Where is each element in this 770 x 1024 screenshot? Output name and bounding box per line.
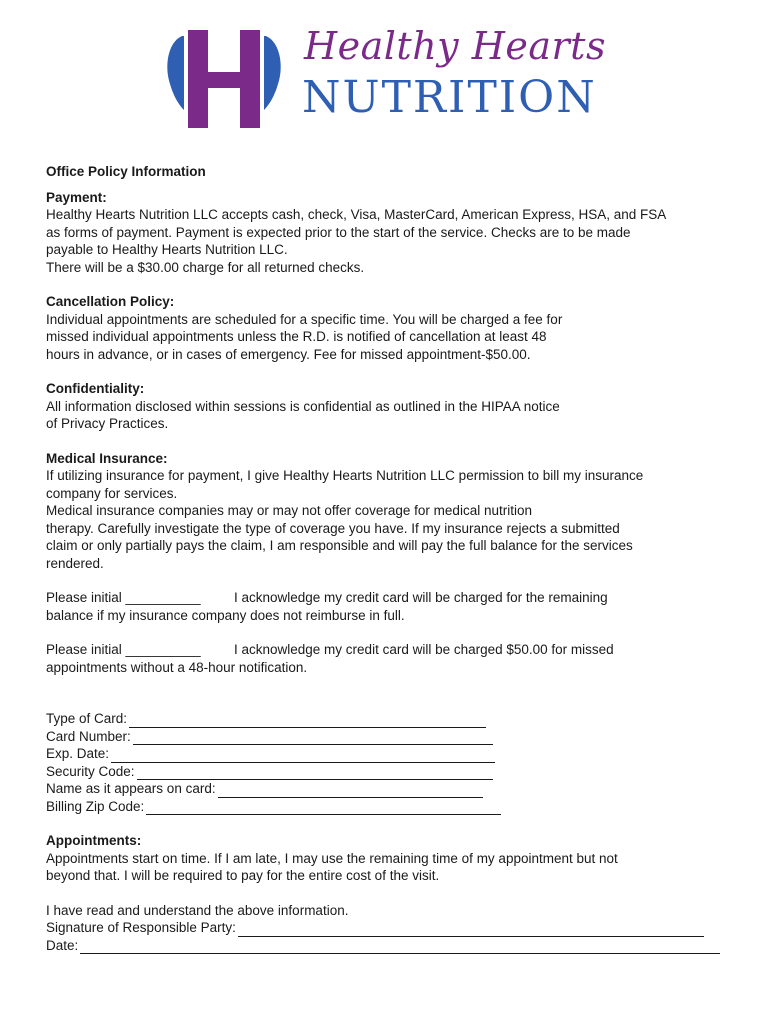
- billing-zip-row: [46, 798, 736, 816]
- text-line: All information disclosed within sessions is confidential as outlined in the HIPAA notice: [46, 398, 560, 414]
- field-label: Exp. Date:: [46, 746, 110, 761]
- security-code-field[interactable]: [137, 766, 493, 780]
- text-line: Individual appointments are scheduled for a specific time. You will be charged a fee for: [46, 311, 563, 327]
- text-line: Appointments start on time. If I am late, I may use the remaining time of my appointment but not: [46, 850, 618, 866]
- initial-acknowledgement-1: [46, 589, 736, 624]
- field-label: Date:: [46, 937, 79, 953]
- text-line: hours in advance, or in cases of emergency. Fee for missed appointment-$50.00.: [46, 346, 531, 362]
- text-line: appointments without a 48-hour notification.: [46, 659, 308, 675]
- initial-acknowledgement-2: [46, 641, 736, 676]
- billing-zip-field[interactable]: [146, 801, 501, 815]
- appointments-section: [46, 832, 736, 885]
- cancellation-section: [46, 293, 736, 363]
- card-number-row: [46, 728, 736, 746]
- text-line: company for services.: [46, 485, 178, 501]
- field-label: Name as it appears on card:: [46, 781, 216, 796]
- date-row: [46, 937, 736, 955]
- text-line: beyond that. I will be required to pay for the entire cost of the visit.: [46, 868, 440, 883]
- brand-script-text: Healthy Hearts: [304, 24, 606, 68]
- field-label: Card Number:: [46, 728, 131, 744]
- card-fields: [46, 710, 736, 815]
- acknowledgement-text: I acknowledge my credit card will be charged for the remaining: [234, 590, 608, 605]
- text-line: payable to Healthy Hearts Nutrition LLC.: [46, 242, 288, 257]
- brand-word-text: NUTRITION: [302, 72, 597, 123]
- text-line: missed individual appointments unless the R.D. is notified of cancellation at least 48: [46, 329, 547, 344]
- company-logo: [164, 24, 614, 132]
- text-line: Healthy Hearts Nutrition LLC accepts cash, check, Visa, MasterCard, American Express, HSA, and FSA: [46, 207, 667, 222]
- signature-field[interactable]: [238, 923, 704, 937]
- initial-field[interactable]: Please initial __________: [46, 642, 201, 657]
- initial-field[interactable]: Please initial __________: [46, 590, 201, 605]
- text-line: as forms of payment. Payment is expected prior to the start of the service. Checks are to be made: [46, 224, 631, 240]
- insurance-section: [46, 450, 736, 573]
- date-field[interactable]: [80, 940, 720, 954]
- section-heading: Appointments:: [46, 833, 142, 848]
- page-title: Office Policy Information: [46, 164, 206, 179]
- card-type-field[interactable]: [129, 714, 486, 728]
- field-label: Signature of Responsible Party:: [46, 920, 236, 935]
- security-code-row: [46, 763, 736, 781]
- acknowledgement-text: I acknowledge my credit card will be charged $50.00 for missed: [234, 642, 614, 657]
- text-line: There will be a $30.00 charge for all returned checks.: [46, 259, 365, 275]
- heart-h-logo-icon: [164, 28, 284, 128]
- exp-date-field[interactable]: [111, 749, 495, 763]
- text-line: claim or only partially pays the claim, I am responsible and will pay the full balance for the services: [46, 538, 633, 553]
- section-heading: Medical Insurance:: [46, 450, 168, 466]
- text-line: balance if my insurance company does not reimburse in full.: [46, 607, 405, 623]
- policy-document: [46, 163, 736, 954]
- card-number-field[interactable]: [133, 731, 493, 745]
- name-on-card-row: [46, 780, 736, 798]
- field-label: Security Code:: [46, 763, 135, 779]
- text-line: of Privacy Practices.: [46, 416, 169, 431]
- text-line: If utilizing insurance for payment, I give Healthy Hearts Nutrition LLC permission to bill my insurance: [46, 468, 644, 483]
- payment-section: [46, 189, 736, 277]
- exp-date-row: [46, 745, 736, 763]
- card-type-row: [46, 710, 736, 728]
- section-heading: Confidentiality:: [46, 381, 145, 396]
- confidentiality-section: [46, 380, 736, 433]
- section-heading: Payment:: [46, 189, 107, 205]
- signature-section: [46, 902, 736, 955]
- text-line: rendered.: [46, 555, 104, 571]
- field-label: Type of Card:: [46, 711, 128, 726]
- text-line: Medical insurance companies may or may not offer coverage for medical nutrition: [46, 503, 532, 518]
- section-heading: Cancellation Policy:: [46, 294, 175, 309]
- acknowledgement-statement: I have read and understand the above information.: [46, 902, 349, 918]
- text-line: therapy. Carefully investigate the type of coverage you have. If my insurance rejects a submitted: [46, 520, 620, 536]
- name-on-card-field[interactable]: [218, 784, 483, 798]
- field-label: Billing Zip Code:: [46, 798, 145, 814]
- signature-row: [46, 919, 736, 937]
